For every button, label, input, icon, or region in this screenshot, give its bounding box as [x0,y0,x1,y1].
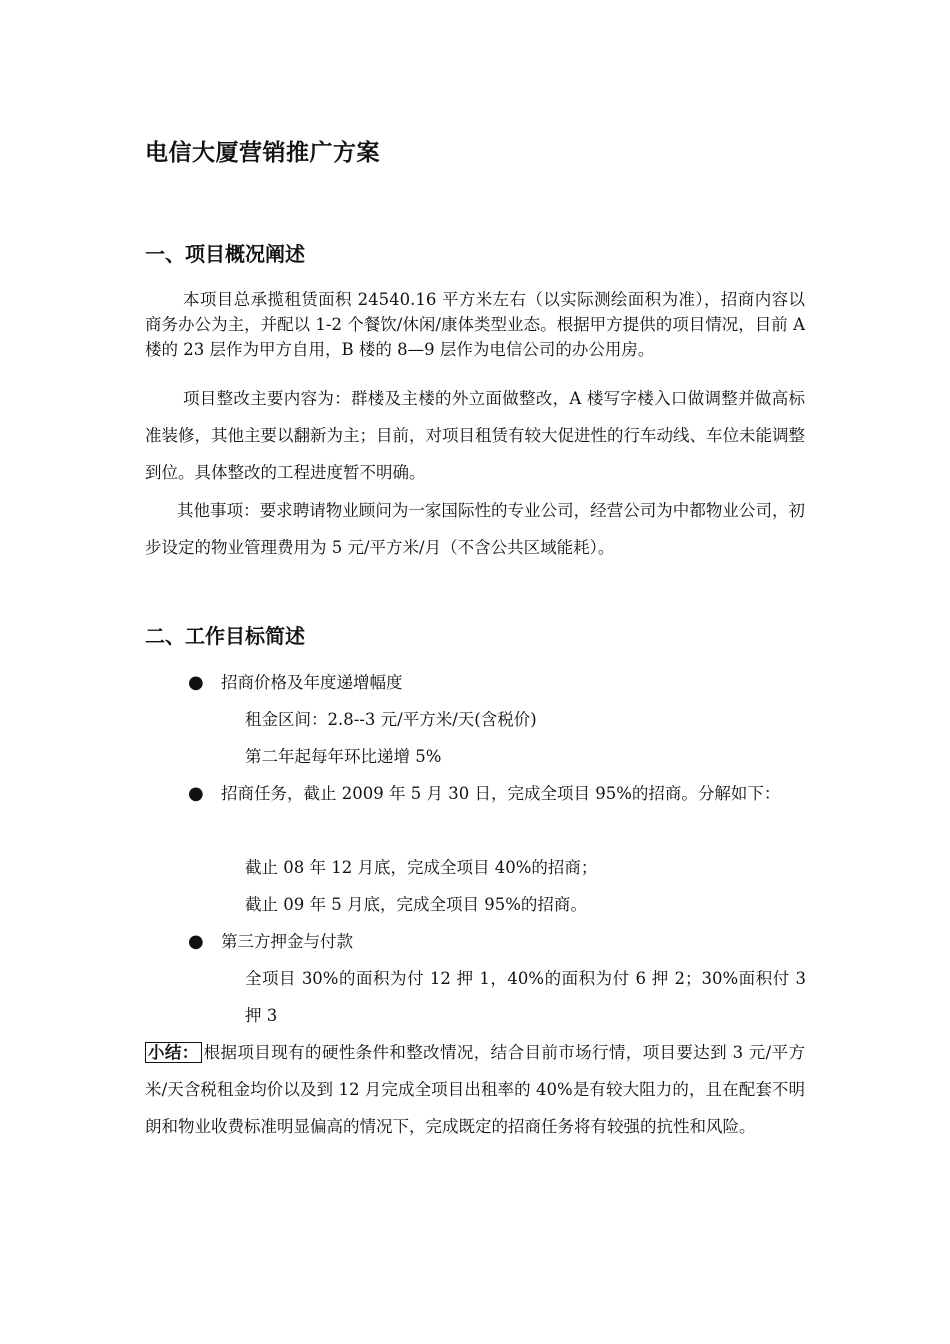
bullet-1-subitem-2: 第二年起每年环比递增 5% [245,747,442,766]
section-1-paragraph-2: 项目整改主要内容为：群楼及主楼的外立面做整改，A 楼写字楼入口做调整并做高标准装修，其他主要以翻新为主；目前，对项目租赁有较大促进性的行车动线、车位未能调整到位。具体整改的工程进度暂不明确。 [145,389,805,482]
document-title: 电信大厦营销推广方案 [145,140,380,166]
bullet-item-3: 第三方押金与付款 [221,932,353,951]
bullet-icon: ● [188,672,204,693]
bullet-icon: ● [188,931,204,952]
summary-paragraph [145,1034,805,1145]
section-1-paragraph-1: 本项目总承揽租赁面积 24540.16 平方米左右（以实际测绘面积为准），招商内容以商务办公为主，并配以 1-2 个餐饮/休闲/康体类型业态。根据甲方提供的项目情况，目前 A 楼的 23 层作为甲方自用，B 楼的 8—9 层作为电信公司的办公用房。 [145,290,805,359]
section-1-heading: 一、项目概况阐述 [145,242,305,266]
bullet-icon: ● [188,783,204,804]
bullet-2-subitem-2: 截止 09 年 5 月底，完成全项目 95%的招商。 [245,895,587,914]
bullet-3-subitem-1: 全项目 30%的面积为付 12 押 1，40%的面积为付 6 押 2；30%面积付 3 押 3 [245,969,806,1025]
bullet-item-2: 招商任务，截止 2009 年 5 月 30 日，完成全项目 95%的招商。分解如下： [221,784,781,803]
summary-label: 小结： [145,1042,202,1063]
bullet-2-subitem-1: 截止 08 年 12 月底，完成全项目 40%的招商； [245,858,598,877]
summary-text: 根据项目现有的硬性条件和整改情况，结合目前市场行情，项目要达到 3 元/平方米/天含税租金均价以及到 12 月完成全项目出租率的 40%是有较大阻力的，且在配套不明朗和物业收费标准明显偏高的情况下，完成既定的招商任务将有较强的抗性和风险。 [145,1043,806,1136]
bullet-item-1: 招商价格及年度递增幅度 [221,673,403,692]
section-1-paragraph-3: 其他事项：要求聘请物业顾问为一家国际性的专业公司，经营公司为中都物业公司，初步设定的物业管理费用为 5 元/平方米/月（不含公共区域能耗）。 [145,501,805,557]
bullet-1-subitem-1: 租金区间：2.8--3 元/平方米/天(含税价) [245,710,537,729]
section-2-heading: 二、工作目标简述 [145,624,305,648]
